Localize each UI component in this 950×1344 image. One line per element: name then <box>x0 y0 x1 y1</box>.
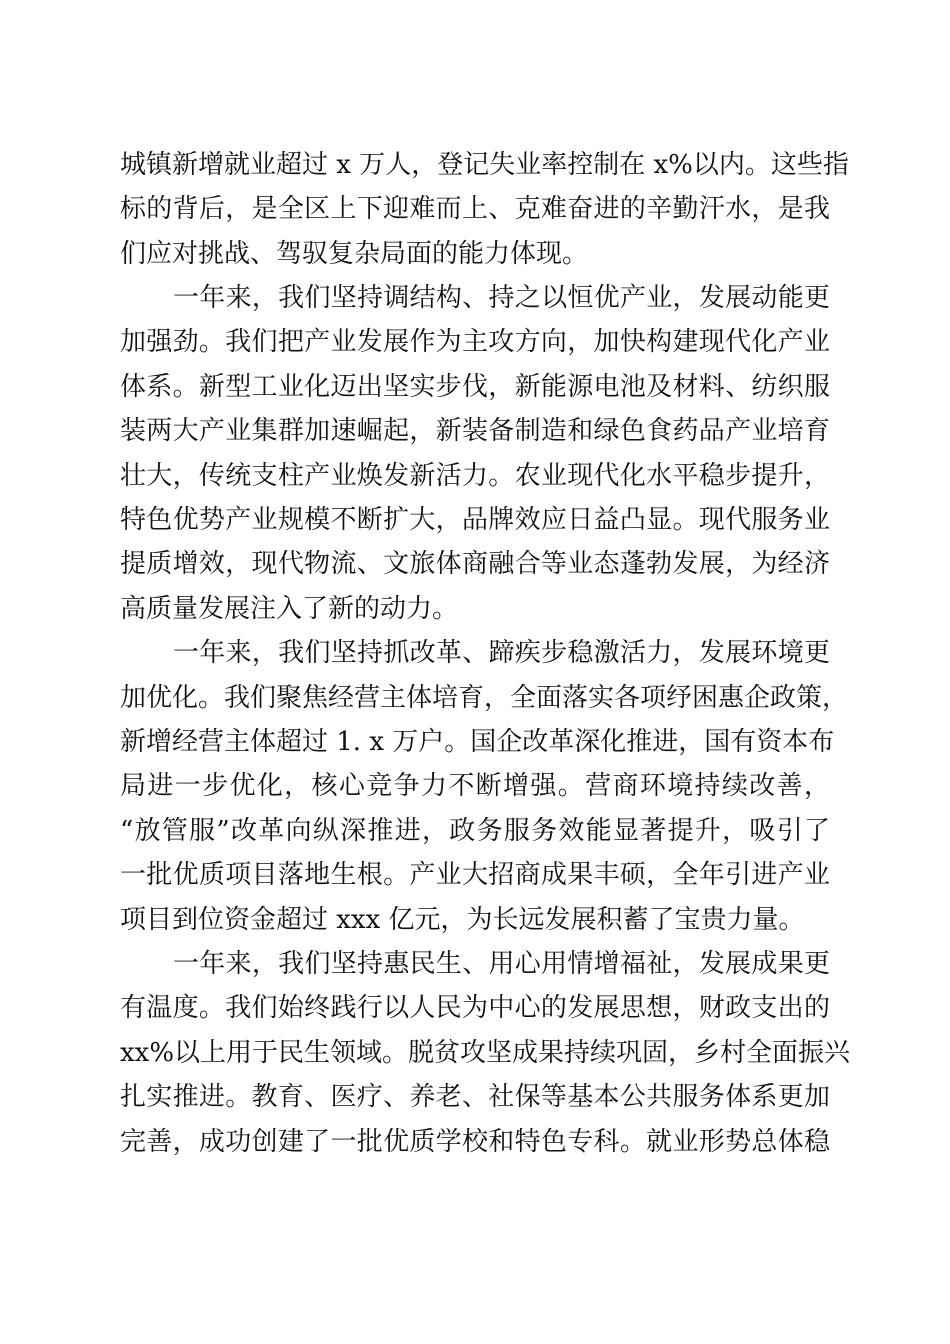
text-line: 扎实推进。教育、医疗、养老、社保等基本公共服务体系更加 <box>120 1082 830 1112</box>
text-line: 提质增效，现代物流、文旅体商融合等业态蓬勃发展，为经济 <box>120 549 830 579</box>
paragraph-first-line: 一年来，我们坚持调结构、持之以恒优产业，发展动能更 <box>173 283 830 313</box>
text-line: 特色优势产业规模不断扩大，品牌效应日益凸显。现代服务业 <box>120 505 830 535</box>
text-line: 壮大，传统支柱产业焕发新活力。农业现代化水平稳步提升， <box>120 461 830 491</box>
text-line: 完善，成功创建了一批优质学校和特色专科。就业形势总体稳 <box>120 1127 830 1157</box>
text-line: 新增经营主体超过 1. x 万户。国企改革深化推进，国有资本布 <box>120 727 835 757</box>
text-line: “放管服”改革向纵深推进，政务服务效能显著提升，吸引了 <box>120 816 830 846</box>
paragraph-first-line: 一年来，我们坚持抓改革、蹄疾步稳激活力，发展环境更 <box>173 638 830 668</box>
text-line: 加优化。我们聚焦经营主体培育，全面落实各项纾困惠企政策， <box>120 683 849 713</box>
text-line: 城镇新增就业超过 x 万人，登记失业率控制在 x%以内。这些指 <box>120 150 849 180</box>
text-line: 标的背后，是全区上下迎难而上、克难奋进的辛勤汗水，是我 <box>120 194 830 224</box>
text-line: xx%以上用于民生领域。脱贫攻坚成果持续巩固，乡村全面振兴 <box>120 1038 851 1068</box>
text-line: 装两大产业集群加速崛起，新装备制造和绿色食药品产业培育 <box>120 416 830 446</box>
text-line: 们应对挑战、驾驭复杂局面的能力体现。 <box>120 239 589 269</box>
text-line: 体系。新型工业化迈出坚实步伐，新能源电池及材料、纺织服 <box>120 372 830 402</box>
text-line: 项目到位资金超过 xxx 亿元，为长远发展积蓄了宝贵力量。 <box>120 905 805 935</box>
text-line: 局进一步优化，核心竞争力不断增强。营商环境持续改善， <box>120 771 830 801</box>
text-line: 加强劲。我们把产业发展作为主攻方向，加快构建现代化产业 <box>120 327 830 357</box>
text-line: 高质量发展注入了新的动力。 <box>120 594 459 624</box>
text-line: 一批优质项目落地生根。产业大招商成果丰硕，全年引进产业 <box>120 860 830 890</box>
text-line: 有温度。我们始终践行以人民为中心的发展思想，财政支出的 <box>120 993 830 1023</box>
paragraph-first-line: 一年来，我们坚持惠民生、用心用情增福祉，发展成果更 <box>173 949 830 979</box>
